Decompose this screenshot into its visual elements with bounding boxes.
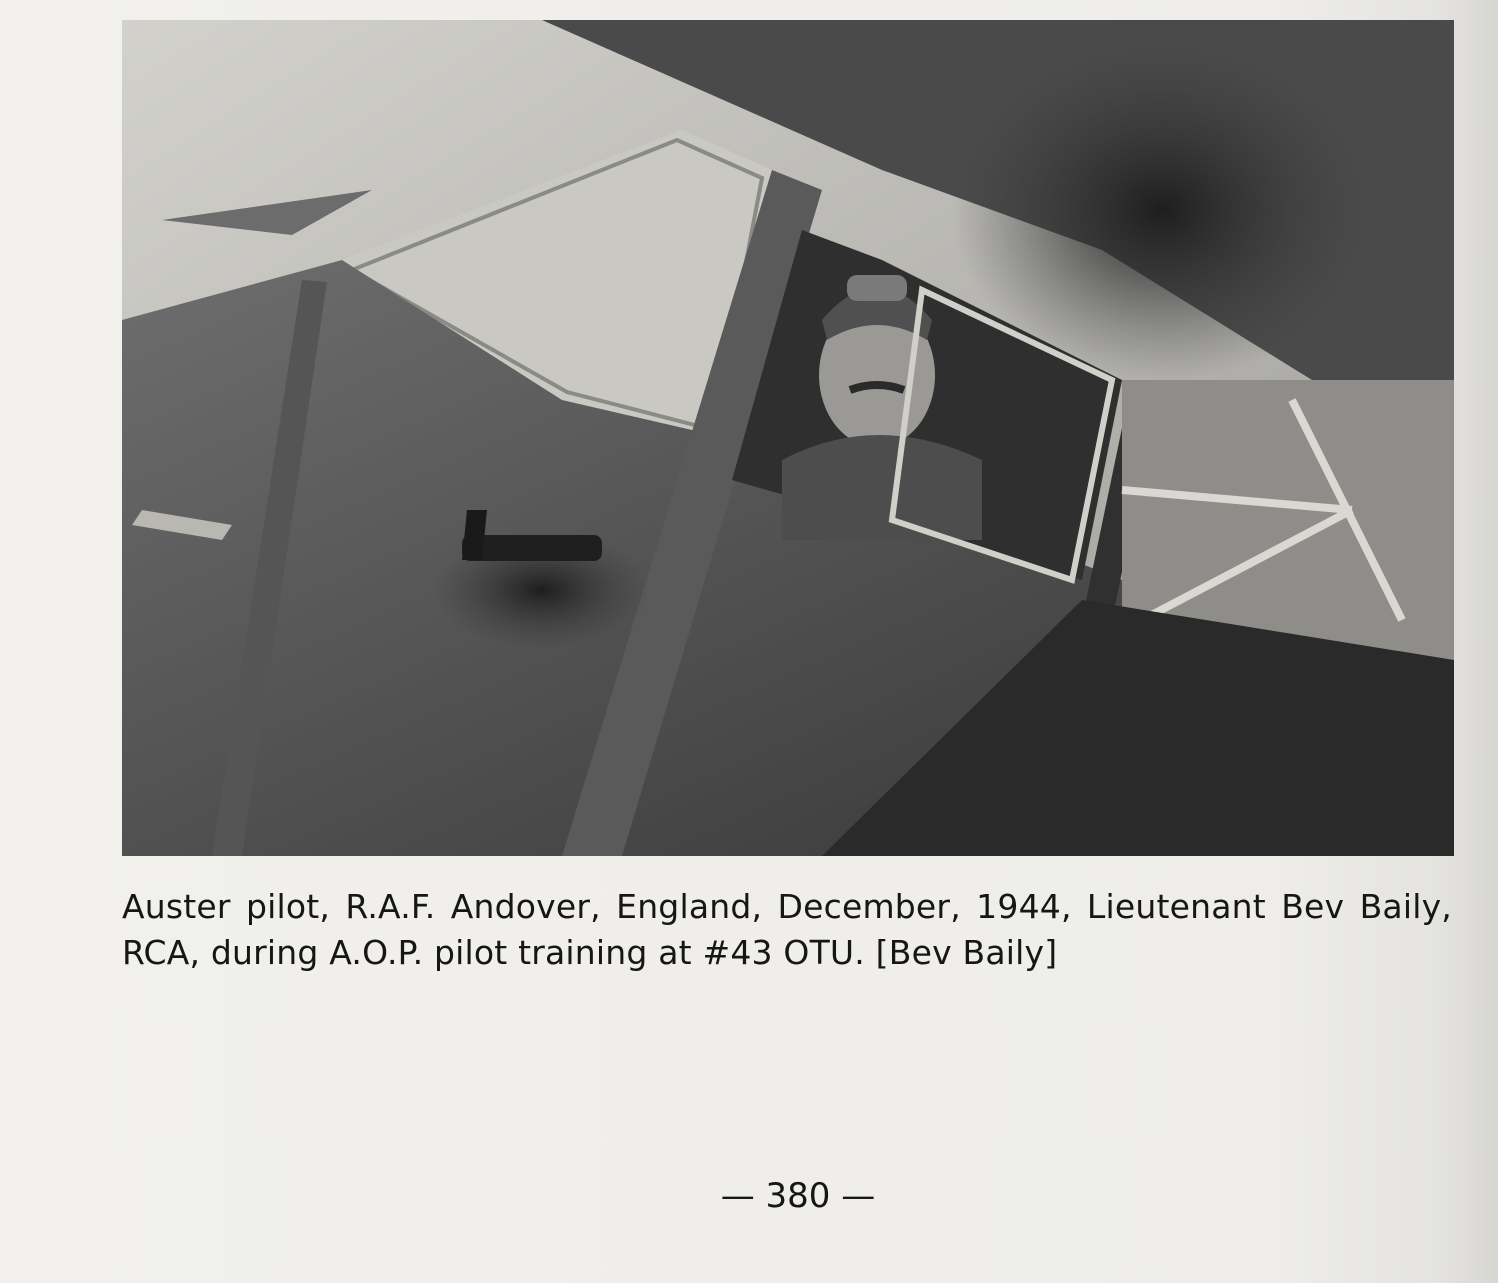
caption-line-2: RCA, during A.O.P. pilot training at #43 OTU. [Bev Baily] (122, 933, 1058, 972)
photograph-auster-pilot (122, 20, 1454, 856)
photo-caption (122, 884, 1452, 976)
page-number: — 380 — (720, 1176, 876, 1216)
photograph-illustration (122, 20, 1454, 856)
caption-line-1: Auster pilot, R.A.F. Andover, England, December, 1944, Lieutenant Bev Baily, (122, 887, 1452, 926)
